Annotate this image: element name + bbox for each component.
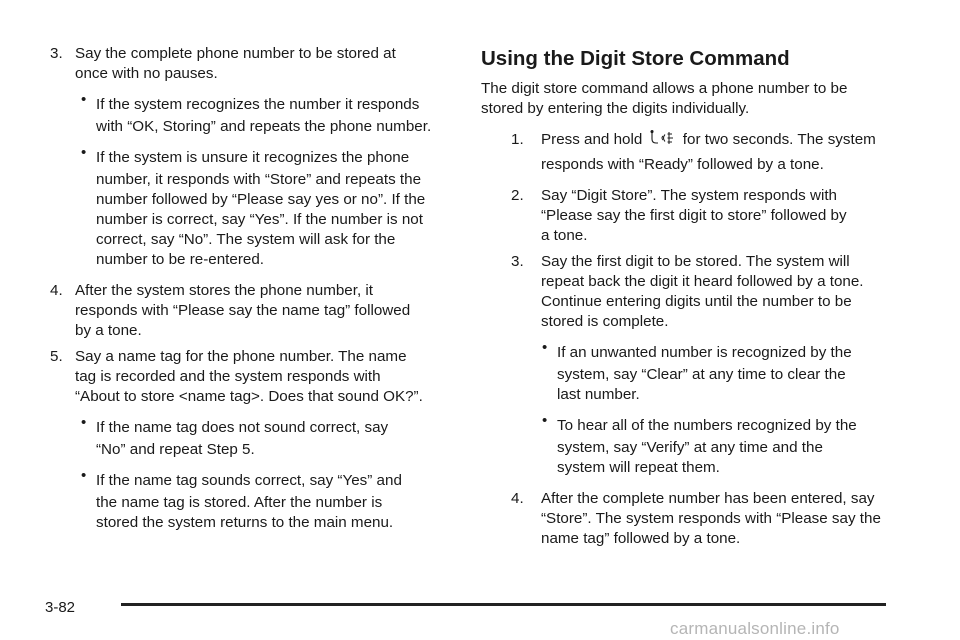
step-text-line	[541, 130, 911, 152]
page-number: 3-82	[45, 599, 76, 616]
bullet-item	[536, 339, 911, 405]
step-text-line: by a tone.	[75, 322, 142, 339]
step-text-after-icon: for two seconds. The system	[682, 131, 876, 148]
step-text-line: “Store”. The system responds with “Please say the	[541, 510, 881, 527]
bullet-icon: •	[81, 91, 87, 108]
step-text-line: “About to store <name tag>. Does that sound OK?”.	[75, 388, 423, 405]
step-text-line: stored is complete.	[541, 313, 669, 330]
step-number: 2.	[511, 187, 524, 204]
step-text-line: responds with “Ready” followed by a tone.	[541, 156, 824, 173]
left-column	[50, 44, 460, 544]
bullet-text-line: To hear all of the numbers recognized by the	[557, 417, 857, 434]
step-text-line: Say the complete phone number to be stored at	[75, 45, 396, 62]
bullet-icon: •	[81, 414, 87, 431]
bullet-item	[75, 414, 460, 460]
step-5-left	[50, 347, 460, 407]
step-3-right	[511, 252, 911, 332]
step-text-line: a tone.	[541, 227, 588, 244]
bullet-text-line: the name tag is stored. After the number is	[96, 494, 383, 511]
bullet-item	[75, 467, 460, 533]
step-text-line: “Please say the first digit to store” followed by	[541, 207, 847, 224]
bullet-text-line: system will repeat them.	[557, 459, 720, 476]
step-text-line: responds with “Please say the name tag” followed	[75, 302, 411, 319]
footer-divider	[121, 603, 886, 606]
bullet-text-line: last number.	[557, 386, 640, 403]
intro-paragraph	[481, 79, 911, 119]
bullet-text-line: If the name tag does not sound correct, say	[96, 419, 389, 436]
step-text-line: Continue entering digits until the number to be	[541, 293, 852, 310]
bullet-item	[75, 91, 460, 137]
bullet-text-line: stored the system returns to the main menu.	[96, 514, 394, 531]
section-heading: Using the Digit Store Command	[481, 47, 790, 70]
bullet-text-line: number is correct, say “Yes”. If the number is not	[96, 211, 423, 228]
step-text-before-icon: Press and hold	[541, 131, 643, 148]
step-number: 4.	[511, 490, 524, 507]
voice-command-icon	[662, 132, 673, 144]
bullet-text-line: If an unwanted number is recognized by the	[557, 344, 852, 361]
right-column	[481, 44, 911, 555]
bullet-text-line: number, it responds with “Store” and repeats the	[96, 171, 422, 188]
step-text-line: once with no pauses.	[75, 65, 218, 82]
bullet-text-line: system, say “Clear” at any time to clear the	[557, 366, 846, 383]
phone-handset-icon	[651, 131, 658, 143]
bullet-text-line: number followed by “Please say yes or no”. If the	[96, 191, 426, 208]
bullet-item	[536, 412, 911, 478]
step-number: 3.	[50, 45, 63, 62]
bullet-item	[75, 144, 460, 270]
bullet-text-line: If the name tag sounds correct, say “Yes” and	[96, 472, 402, 489]
bullet-icon: •	[542, 339, 548, 356]
step-2-right	[511, 186, 911, 246]
step-text-line: After the system stores the phone number, it	[75, 282, 373, 299]
bullet-text-line: system, say “Verify” at any time and the	[557, 439, 823, 456]
step-number: 5.	[50, 348, 63, 365]
step-4-right	[511, 489, 911, 549]
bullet-text-line: with “OK, Storing” and repeats the phone number.	[96, 118, 432, 135]
bullet-text-line: If the system is unsure it recognizes the phone	[96, 149, 410, 166]
bullet-icon: •	[81, 144, 87, 161]
bullet-text-line: number to be re-entered.	[96, 251, 265, 268]
step-text-line: Say the first digit to be stored. The system will	[541, 253, 850, 270]
step-1-right	[511, 130, 911, 175]
intro-line: stored by entering the digits individually.	[481, 100, 750, 117]
bullet-icon: •	[542, 412, 548, 429]
bullet-icon: •	[81, 467, 87, 484]
bullet-text-line: If the system recognizes the number it responds	[96, 96, 420, 113]
step-3-left	[50, 44, 460, 84]
watermark: carmanualsonline.info	[670, 619, 840, 638]
bullet-text-line: “No” and repeat Step 5.	[96, 441, 255, 458]
step-4-left	[50, 281, 460, 341]
step-number: 1.	[511, 131, 524, 148]
step-text-line: repeat back the digit it heard followed by a tone.	[541, 273, 864, 290]
step-text-line: Say a name tag for the phone number. The name	[75, 348, 407, 365]
intro-line: The digit store command allows a phone number to be	[481, 80, 848, 97]
step-text-line: After the complete number has been entered, say	[541, 490, 875, 507]
step-number: 3.	[511, 253, 524, 270]
step-text-line: tag is recorded and the system responds with	[75, 368, 381, 385]
phone-voice-icons	[650, 130, 676, 152]
step-number: 4.	[50, 282, 63, 299]
bullet-text-line: correct, say “No”. The system will ask for the	[96, 231, 396, 248]
step-text-line: name tag” followed by a tone.	[541, 530, 741, 547]
step-text-line: Say “Digit Store”. The system responds with	[541, 187, 837, 204]
